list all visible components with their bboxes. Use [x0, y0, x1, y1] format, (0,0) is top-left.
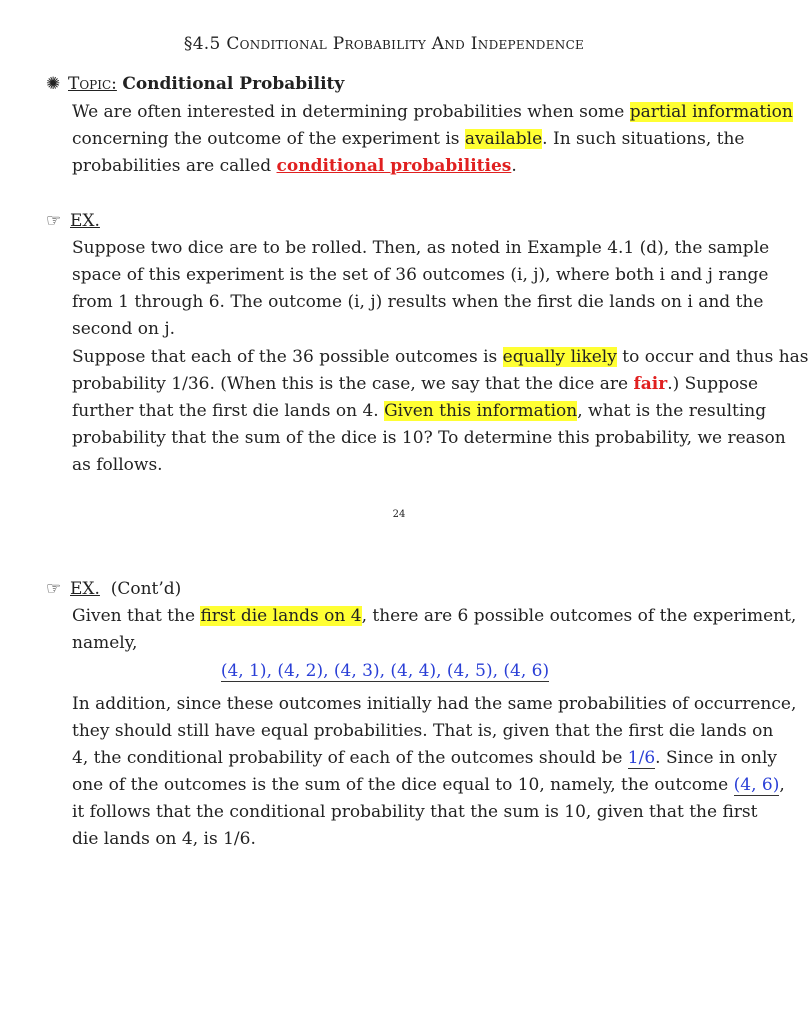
fraction-link: 1/6 [627, 748, 656, 768]
outcomes-equation: (4, 1), (4, 2), (4, 3), (4, 4), (4, 5), (4, 6) [220, 661, 550, 681]
highlight: partial information [629, 102, 793, 122]
sun-bullet-icon: ✺ [46, 74, 61, 94]
example-label: EX. [70, 579, 100, 599]
paragraph-line: one of the outcomes is the sum of the dice equal to 10, namely, the outcome (4, 6), [72, 775, 785, 795]
paragraph-line: namely, [72, 633, 138, 653]
page-number: 24 [392, 509, 406, 520]
topic-heading: Conditional Probability [122, 74, 345, 94]
paragraph-line: second on j. [72, 319, 176, 339]
highlight: equally likely [502, 347, 617, 367]
highlight: Given this information [384, 401, 578, 421]
paragraph-line: 4, the conditional probability of each of the outcomes should be 1/6. Since in only [72, 748, 777, 768]
key-term: conditional probabilities [276, 156, 512, 176]
section-title: §4.5 Conditional Probability And Independence [183, 34, 585, 54]
paragraph-line: probability that the sum of the dice is 10? To determine this probability, we reason [72, 428, 786, 448]
example-label-line [70, 576, 698, 603]
outcome-link: (4, 6) [733, 775, 780, 795]
paragraph-line: probabilities are called conditional probabilities. [72, 156, 517, 176]
paragraph-line: further that the first die lands on 4. Given this information, what is the resulting [72, 401, 767, 421]
paragraph-line: Suppose two dice are to be rolled. Then, as noted in Example 4.1 (d), the sample [72, 238, 770, 258]
example-label: EX. [70, 211, 100, 231]
paragraph-line: Given that the first die lands on 4, there are 6 possible outcomes of the experiment, [72, 606, 797, 626]
key-term: fair [633, 374, 668, 394]
paragraph-line: We are often interested in determining probabilities when some partial information [72, 102, 793, 122]
paragraph-line: concerning the outcome of the experiment is available. In such situations, the [72, 129, 745, 149]
pointing-hand-icon: ☞ [46, 579, 62, 599]
paragraph-line: probability 1/36. (When this is the case, we say that the dice are fair.) Suppose [72, 374, 759, 394]
paragraph-line: they should still have equal probabilities. That is, given that the first die lands on [72, 721, 774, 741]
paragraph-line: it follows that the conditional probability that the sum is 10, given that the first [72, 802, 758, 822]
paragraph-line: from 1 through 6. The outcome (i, j) results when the first die lands on i and the [72, 292, 764, 312]
pointing-hand-icon: ☞ [46, 211, 62, 231]
highlight: available [464, 129, 543, 149]
paragraph-line: as follows. [72, 455, 163, 475]
continued-label: (Cont’d) [110, 579, 182, 599]
example-label-line [70, 208, 698, 235]
topic-label: Topic: [68, 74, 117, 94]
highlight: first die lands on 4 [200, 606, 362, 626]
paragraph-line: space of this experiment is the set of 36 outcomes (i, j), where both i and j range [72, 265, 769, 285]
paragraph-line: die lands on 4, is 1/6. [72, 829, 256, 849]
paragraph-line: Suppose that each of the 36 possible outcomes is equally likely to occur and thus has [72, 347, 809, 367]
paragraph-line: In addition, since these outcomes initially had the same probabilities of occurrence, [72, 694, 797, 714]
topic-heading-line [68, 71, 696, 98]
